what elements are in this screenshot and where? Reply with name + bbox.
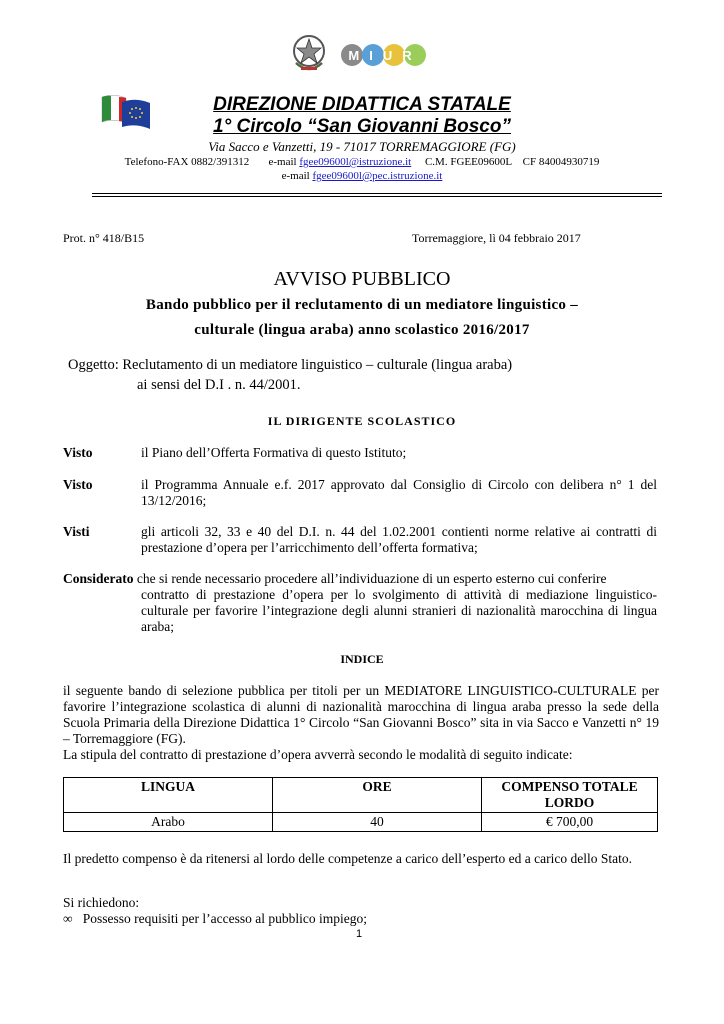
- protocol-number: Prot. n° 418/B15: [63, 231, 145, 245]
- column-header-hours: ORE: [273, 778, 482, 813]
- cell-language: Arabo: [64, 813, 273, 832]
- email-label: e-mail: [268, 156, 297, 168]
- announcement-paragraph: il seguente bando di selezione pubblica per titoli per un MEDIATORE LINGUISTICO-CULTURALE per favorire l’integrazione scolastica di alunni di nazionalità marocchina di lingua araba presso la sede della Scuola Primaria della Direzione Didattica 1° Circolo “San Giovanni Bosco” sita in via Sacco e Vanzetti n° 19 – Torremaggiore (FG).: [63, 683, 659, 746]
- premise-text: gli articoli 32, 33 e 40 del D.I. n. 44 del 1.02.2001 contienti norme relative ai contratti di prestazione d’opera per l’arricchimento dell’offerta formativa;: [141, 524, 657, 555]
- column-header-language: LINGUA: [64, 778, 273, 813]
- cell-compensation: € 700,00: [482, 813, 658, 832]
- page-number: 1: [356, 928, 363, 940]
- premise-text: il Programma Annuale e.f. 2017 approvato dal Consiglio di Circolo con delibera n° 1 del 13/12/2016;: [141, 477, 657, 508]
- premise-considerato: [63, 571, 663, 587]
- cell-hours: 40: [273, 813, 482, 832]
- document-title: AVVISO PUBBLICO: [273, 268, 451, 290]
- index-heading: INDICE: [340, 652, 384, 666]
- pec-email-link[interactable]: fgee09600l@pec.istruzione.it: [312, 170, 443, 182]
- requirement-text: Possesso requisiti per l’accesso al pubblico impiego;: [82, 911, 367, 926]
- premise-label: Considerato: [63, 571, 134, 586]
- table-header-row: [64, 778, 658, 813]
- requirements-heading: Si richiedono:: [63, 895, 140, 910]
- compensation-note: Il predetto compenso è da ritenersi al lordo delle competenze a carico dell’esperto ed a carico dello Stato.: [63, 851, 633, 866]
- contact-line: [0, 156, 724, 168]
- subtitle-line-1: Bando pubblico per il reclutamento di un mediatore linguistico –: [145, 297, 579, 313]
- fiscal-code: CF 84004930719: [522, 156, 600, 168]
- school-name-heading: 1° Circolo “San Giovanni Bosco”: [213, 116, 511, 137]
- miur-logo-text: MIUR: [348, 48, 422, 63]
- premise-label: Visti: [63, 524, 90, 539]
- pec-label: e-mail: [281, 170, 310, 182]
- table-row: [64, 813, 658, 832]
- header-divider-top: [92, 193, 662, 194]
- premise-text-first: che si rende necessario procedere all’individuazione di un esperto esterno cui conferire: [136, 571, 607, 586]
- director-heading: IL DIRIGENTE SCOLASTICO: [267, 414, 457, 428]
- fee-table: [63, 777, 658, 832]
- school-type-heading: DIREZIONE DIDATTICA STATALE: [213, 94, 511, 115]
- infinity-bullet-icon: ∞: [63, 911, 73, 926]
- email-link[interactable]: fgee09600l@istruzione.it: [299, 156, 412, 168]
- subtitle-line-2: culturale (lingua araba) anno scolastico 2016/2017: [194, 322, 530, 338]
- premise-label: Visto: [63, 477, 93, 492]
- phone-fax: Telefono-FAX 0882/391312: [124, 156, 250, 168]
- premise-label: Visto: [63, 445, 93, 460]
- italian-republic-emblem-icon: [290, 33, 328, 73]
- pec-line: [0, 170, 724, 182]
- subject-line-1: Oggetto: Reclutamento di un mediatore linguistico – culturale (lingua araba): [68, 357, 513, 373]
- school-code: C.M. FGEE09600L: [424, 156, 512, 168]
- contract-line: La stipula del contratto di prestazione d’opera avverrà secondo le modalità di seguito indicate:: [63, 747, 573, 762]
- miur-logo: [340, 40, 430, 70]
- column-header-compensation: COMPENSO TOTALE LORDO: [482, 778, 658, 813]
- school-address: Via Sacco e Vanzetti, 19 - 71017 TORREMAGGIORE (FG): [208, 139, 516, 154]
- subject-line-2: ai sensi del D.I . n. 44/2001.: [137, 377, 301, 393]
- document-date: Torremaggiore, lì 04 febbraio 2017: [412, 231, 581, 245]
- premise-text: il Piano dell’Offerta Formativa di questo Istituto;: [141, 445, 407, 460]
- header-divider-bottom: [92, 196, 662, 197]
- premise-text-rest: contratto di prestazione d’opera per lo svolgimento di attività di mediazione linguistico-culturale per favorire l’integrazione degli alunni stranieri di nazionalità marocchina di lingua araba;: [141, 587, 657, 634]
- list-item: [63, 911, 659, 927]
